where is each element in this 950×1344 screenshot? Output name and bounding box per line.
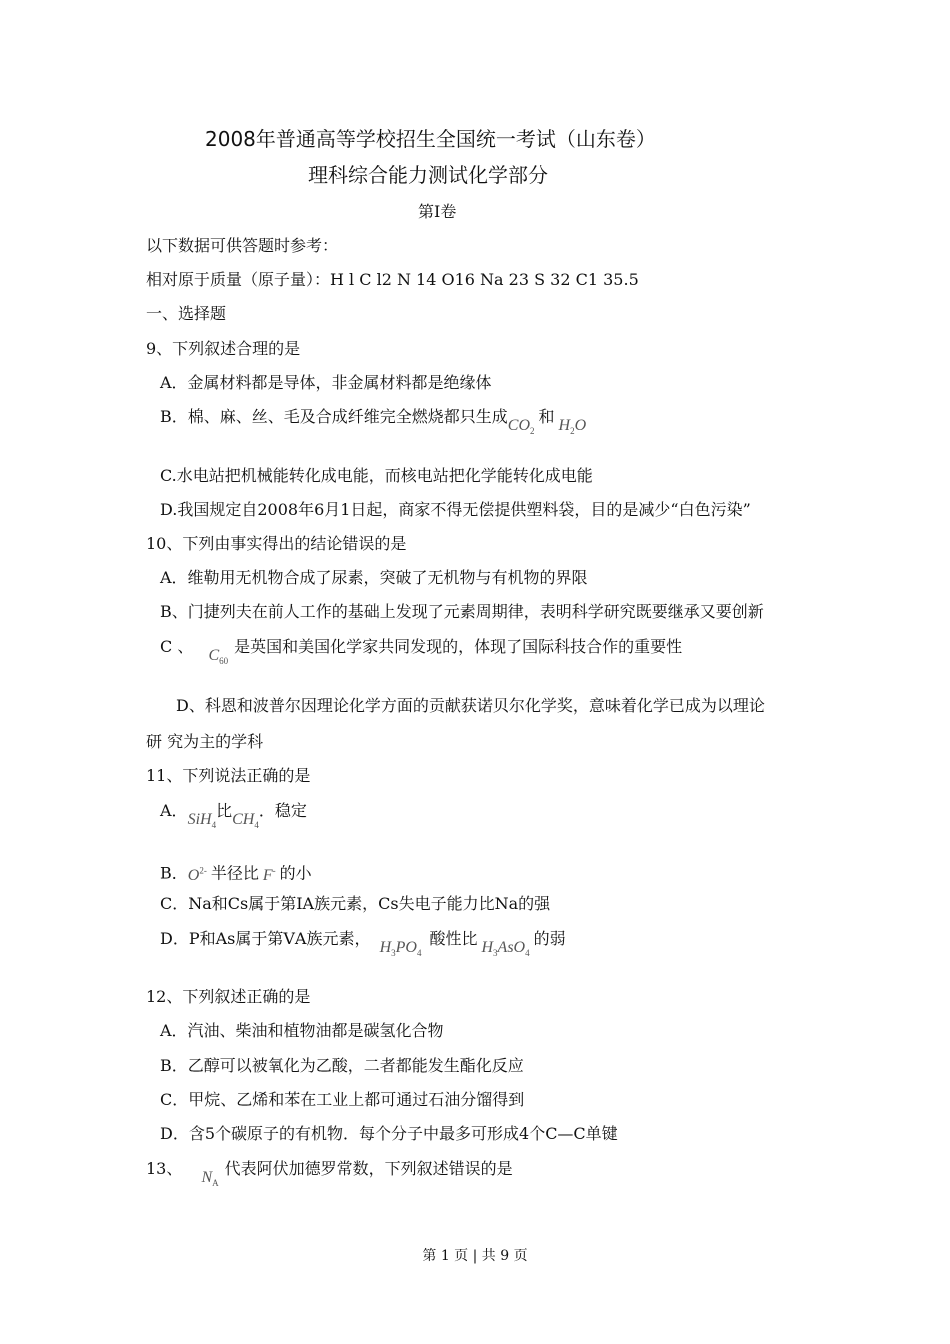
q11-option-b-prefix: B．: [160, 863, 188, 883]
q11-option-d-mid: 酸性比: [429, 929, 478, 948]
q10-option-b: B、门捷列夫在前人工作的基础上发现了元素周期律，表明科学研究既要继承又要创新: [160, 602, 764, 621]
formula-sih4: SiH$_4$: [187, 811, 217, 831]
formula-ch4: $CH_4$: [232, 811, 259, 831]
q11-option-d-suffix: 的弱: [533, 929, 566, 948]
page-footer: 第 1 页 | 共 9 页: [422, 1248, 528, 1264]
formula-c60: $C_{60}$: [208, 647, 229, 667]
q10-option-a: A．维勒用无机物合成了尿素，突破了无机物与有机物的界限: [160, 568, 588, 587]
question-12-stem: 12、下列叙述正确的是: [146, 987, 311, 1006]
q9-option-c: C.水电站把机械能转化成电能，而核电站把化学能转化成电能: [160, 466, 593, 485]
question-9-stem: 9、下列叙述合理的是: [146, 339, 301, 358]
q10-option-d-line1: D、科恩和波普尔因理论化学方面的贡献获诺贝尔化学奖，意味着化学已成为以理论: [176, 696, 765, 715]
q11-option-d: [160, 928, 566, 959]
q11-option-c: C．Na和Cs属于第ⅠA族元素，Cs失电子能力比Na的强: [160, 894, 551, 913]
part-heading: 一、选择题: [146, 304, 227, 323]
q12-option-a: A．汽油、柴油和植物油都是碳氢化合物: [160, 1021, 444, 1040]
q13-text: 代表阿伏加德罗常数，下列叙述错误的是: [224, 1159, 513, 1178]
section-label: 第Ⅰ卷: [418, 202, 457, 221]
q9-option-d: D.我国规定自2008年6月1日起，商家不得无偿提供塑料袋，目的是减少“白色污染”: [160, 500, 751, 519]
formula-na-avogadro: $N_A$: [201, 1169, 219, 1189]
q10-option-c-prefix: C 、: [160, 637, 194, 656]
formula-h3po4: $H_3PO_4$: [379, 939, 422, 959]
exam-title: 2008年普通高等学校招生全国统一考试（山东卷）: [205, 127, 656, 151]
q10-option-d-line2: 研 究为主的学科: [146, 732, 264, 751]
formula-h3aso4: $H_3AsO_4$: [481, 939, 530, 959]
q11-option-b: [160, 858, 312, 885]
question-10-stem: 10、下列由事实得出的结论错误的是: [146, 534, 407, 553]
q11-option-a-suffix: ．稳定: [258, 801, 307, 820]
q9-option-a: A．金属材料都是导体，非金属材料都是绝缘体: [160, 373, 492, 392]
q11-option-a-prefix: A．: [160, 801, 188, 820]
q12-option-d: D．含5个碳原子的有机物．每个分子中最多可形成4个C—C单键: [160, 1124, 618, 1143]
q11-option-a: [160, 800, 307, 831]
q9-option-b-and: 和: [538, 407, 555, 426]
question-13-stem: [146, 1158, 513, 1189]
q9-option-b: [160, 406, 587, 437]
q11-option-b-mid: 半径比: [210, 863, 259, 883]
q10-option-c: [160, 636, 683, 667]
formula-co2: $CO_2$: [507, 417, 535, 437]
atomic-mass-line: 相对原于质量（原子量）：H l C l2 N 14 O16 Na 23 S 32 C1 35.5: [146, 270, 639, 289]
q12-option-b: B．乙醇可以被氧化为乙酸，二者都能发生酯化反应: [160, 1056, 524, 1075]
question-11-stem: 11、下列说法正确的是: [146, 766, 311, 785]
q11-option-a-mid: 比: [216, 801, 233, 820]
exam-subtitle: 理科综合能力测试化学部分: [308, 163, 548, 187]
q11-option-b-suffix: 的小: [279, 863, 312, 883]
q9-option-b-text: B．棉、麻、丝、毛及合成纤维完全燃烧都只生成: [160, 407, 508, 426]
q11-option-d-prefix: D．P和As属于第ⅤA族元素，: [160, 929, 371, 948]
q12-option-c: C．甲烷、乙烯和苯在工业上都可通过石油分馏得到: [160, 1090, 525, 1109]
reference-note: 以下数据可供答题时参考：: [146, 236, 339, 255]
formula-oxide-ion: $O^{2-}$: [187, 866, 207, 885]
formula-h2o: $H_2O$: [558, 417, 587, 437]
q13-prefix: 13、: [146, 1159, 183, 1178]
q10-option-c-text: 是英国和美国化学家共同发现的，体现了国际科技合作的重要性: [234, 637, 683, 656]
formula-fluoride-ion: F-: [262, 866, 276, 885]
